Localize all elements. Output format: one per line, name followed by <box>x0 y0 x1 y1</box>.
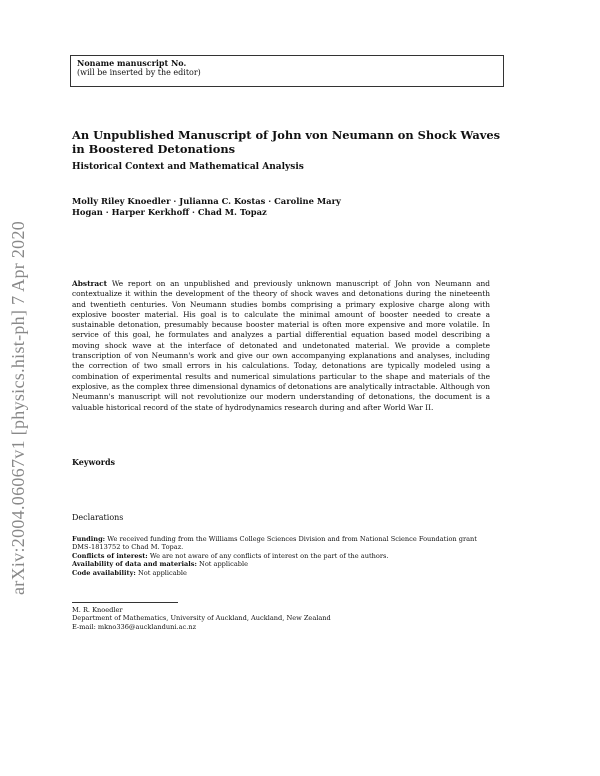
declarations-list <box>72 535 492 577</box>
manuscript-number-label: Noname manuscript No. <box>77 58 187 68</box>
declarations-heading: Declarations <box>72 513 124 522</box>
editor-box <box>70 55 504 87</box>
affiliation-email[interactable]: E-mail: mkno336@aucklanduni.ac.nz <box>72 622 197 631</box>
conflicts-label: Conflicts of interest: <box>72 551 148 560</box>
funding-text: We received funding from the Williams College Sciences Division and from National Science Foundation grant DMS-1813752 to Chad M. Topaz. <box>72 535 477 552</box>
availability-label: Availability of data and materials: <box>72 560 197 569</box>
abstract-label: Abstract <box>72 279 108 288</box>
availability-statement <box>72 560 492 568</box>
affiliation-block <box>72 606 492 631</box>
funding-label: Funding: <box>72 535 106 543</box>
code-availability-statement <box>72 569 492 577</box>
conflicts-text: We are not aware of any conflicts of interest on the part of the authors. <box>149 551 389 560</box>
funding-statement <box>72 535 492 552</box>
affiliation-name: M. R. Knoedler <box>72 606 123 614</box>
availability-text: Not applicable <box>199 560 248 569</box>
affiliation-department: Department of Mathematics, University of Auckland, Auckland, New Zealand <box>72 614 331 623</box>
author-list: Molly Riley Knoedler · Julianna C. Kostas · Caroline Mary Hogan · Harper Kerkhoff · Chad M. Topaz <box>72 196 341 217</box>
arxiv-identifier: arXiv:2004.06067v1 [physics.hist-ph] 7 Apr 2020 <box>8 220 28 595</box>
editor-note: (will be inserted by the editor) <box>77 68 201 77</box>
keywords-label: Keywords <box>72 457 116 467</box>
abstract-text: We report on an unpublished and previously unknown manuscript of John von Neumann and contextualize it within the development of the theory of shock waves and detonations during the nineteenth and twentieth centuries. Von Neumann studies bombs comprising a primary explosive charge along with explosive booster material. His goal is to calculate the minimal amount of booster needed to create a sustainable detonation, presumably because booster material is often more expensive and more volatile. In service of this goal, he formulates and analyzes a partial differential equation based model describing a moving shock wave at the interface of detonated and undetonated material. We provide a complete transcription of von Neumann's work and give our own accompanying explanations and analyses, including the correction of two small errors in his calculations. Today, detonations are typically modeled using a combination of experimental results and numerical simulations particular to the shape and materials of the explosive, as the complex three dimensional dynamics of detonations are analytically intractable. Although von Neumann's manuscript will not revolutionize our modern understanding of detonations, the document is a valuable historical record of the state of hydrodynamics research during and after World War II. <box>72 279 490 412</box>
paper-subtitle: Historical Context and Mathematical Analysis <box>72 162 304 172</box>
footnote-divider <box>72 602 178 603</box>
paper-title: An Unpublished Manuscript of John von Neumann on Shock Waves in Boostered Detonations <box>72 128 501 156</box>
abstract <box>72 279 490 413</box>
conflicts-statement <box>72 552 492 560</box>
code-label: Code availability: <box>72 568 136 577</box>
code-text: Not applicable <box>137 568 187 577</box>
